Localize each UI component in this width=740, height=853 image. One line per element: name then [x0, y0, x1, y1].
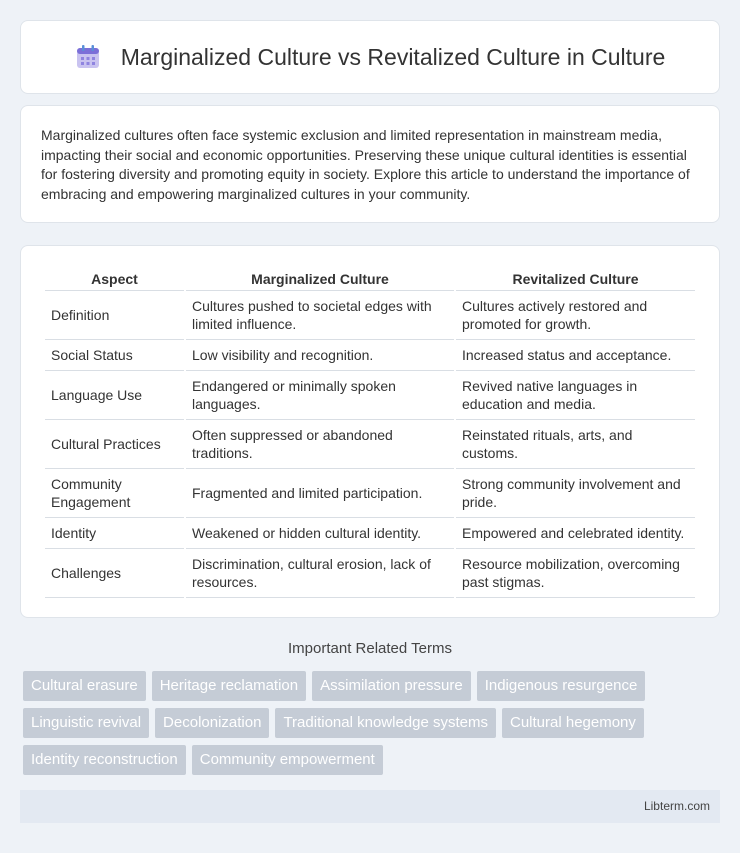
column-header-marginalized: Marginalized Culture: [186, 266, 454, 291]
revitalized-cell: Empowered and celebrated identity.: [456, 518, 695, 549]
marginalized-cell: Often suppressed or abandoned traditions.: [186, 420, 454, 469]
page-title: Marginalized Culture vs Revitalized Culture in Culture: [120, 43, 666, 70]
intro-card: [20, 105, 720, 223]
comparison-table-card: [20, 245, 720, 618]
marginalized-cell: Cultures pushed to societal edges with limited influence.: [186, 291, 454, 340]
table-row: [45, 420, 695, 469]
revitalized-cell: Strong community involvement and pride.: [456, 469, 695, 518]
tag-cultural-hegemony[interactable]: Cultural hegemony: [502, 708, 644, 738]
marginalized-cell: Endangered or minimally spoken languages.: [186, 371, 454, 420]
tag-identity-reconstruction[interactable]: Identity reconstruction: [23, 745, 186, 775]
column-header-revitalized: Revitalized Culture: [456, 266, 695, 291]
marginalized-cell: Fragmented and limited participation.: [186, 469, 454, 518]
aspect-cell: Social Status: [45, 340, 184, 371]
aspect-cell: Cultural Practices: [45, 420, 184, 469]
comparison-table: [43, 266, 697, 598]
aspect-cell: Identity: [45, 518, 184, 549]
table-row: [45, 469, 695, 518]
aspect-cell: Language Use: [45, 371, 184, 420]
marginalized-cell: Weakened or hidden cultural identity.: [186, 518, 454, 549]
table-row: [45, 518, 695, 549]
header-card: [20, 20, 720, 94]
tag-indigenous-resurgence[interactable]: Indigenous resurgence: [477, 671, 646, 701]
revitalized-cell: Resource mobilization, overcoming past stigmas.: [456, 549, 695, 598]
aspect-cell: Definition: [45, 291, 184, 340]
tag-heritage-reclamation[interactable]: Heritage reclamation: [152, 671, 306, 701]
tag-assimilation-pressure[interactable]: Assimilation pressure: [312, 671, 471, 701]
table-row: [45, 549, 695, 598]
tag-traditional-knowledge-systems[interactable]: Traditional knowledge systems: [275, 708, 496, 738]
aspect-cell: Community Engagement: [45, 469, 184, 518]
tag-cultural-erasure[interactable]: Cultural erasure: [23, 671, 146, 701]
related-terms-title: Important Related Terms: [288, 640, 452, 657]
table-row: [45, 291, 695, 340]
calendar-icon: [75, 44, 101, 70]
intro-text: Marginalized cultures often face systemic exclusion and limited representation in mainstream media, impacting their social and economic opportunities. Preserving these unique cultural identities is essential for fostering diversity and promoting equity in society. Explore this article to understand the importance of embracing and empowering marginalized cultures in your community.: [41, 127, 690, 202]
table-row: [45, 340, 695, 371]
tag-decolonization[interactable]: Decolonization: [155, 708, 269, 738]
related-terms-tags: [23, 671, 723, 782]
revitalized-cell: Reinstated rituals, arts, and customs.: [456, 420, 695, 469]
table-row: [45, 371, 695, 420]
tag-community-empowerment[interactable]: Community empowerment: [192, 745, 383, 775]
marginalized-cell: Low visibility and recognition.: [186, 340, 454, 371]
revitalized-cell: Increased status and acceptance.: [456, 340, 695, 371]
marginalized-cell: Discrimination, cultural erosion, lack of resources.: [186, 549, 454, 598]
revitalized-cell: Revived native languages in education and media.: [456, 371, 695, 420]
column-header-aspect: Aspect: [45, 266, 184, 291]
tag-linguistic-revival[interactable]: Linguistic revival: [23, 708, 149, 738]
revitalized-cell: Cultures actively restored and promoted for growth.: [456, 291, 695, 340]
footer: [20, 790, 720, 823]
aspect-cell: Challenges: [45, 549, 184, 598]
footer-site-link[interactable]: Libterm.com: [643, 799, 710, 813]
